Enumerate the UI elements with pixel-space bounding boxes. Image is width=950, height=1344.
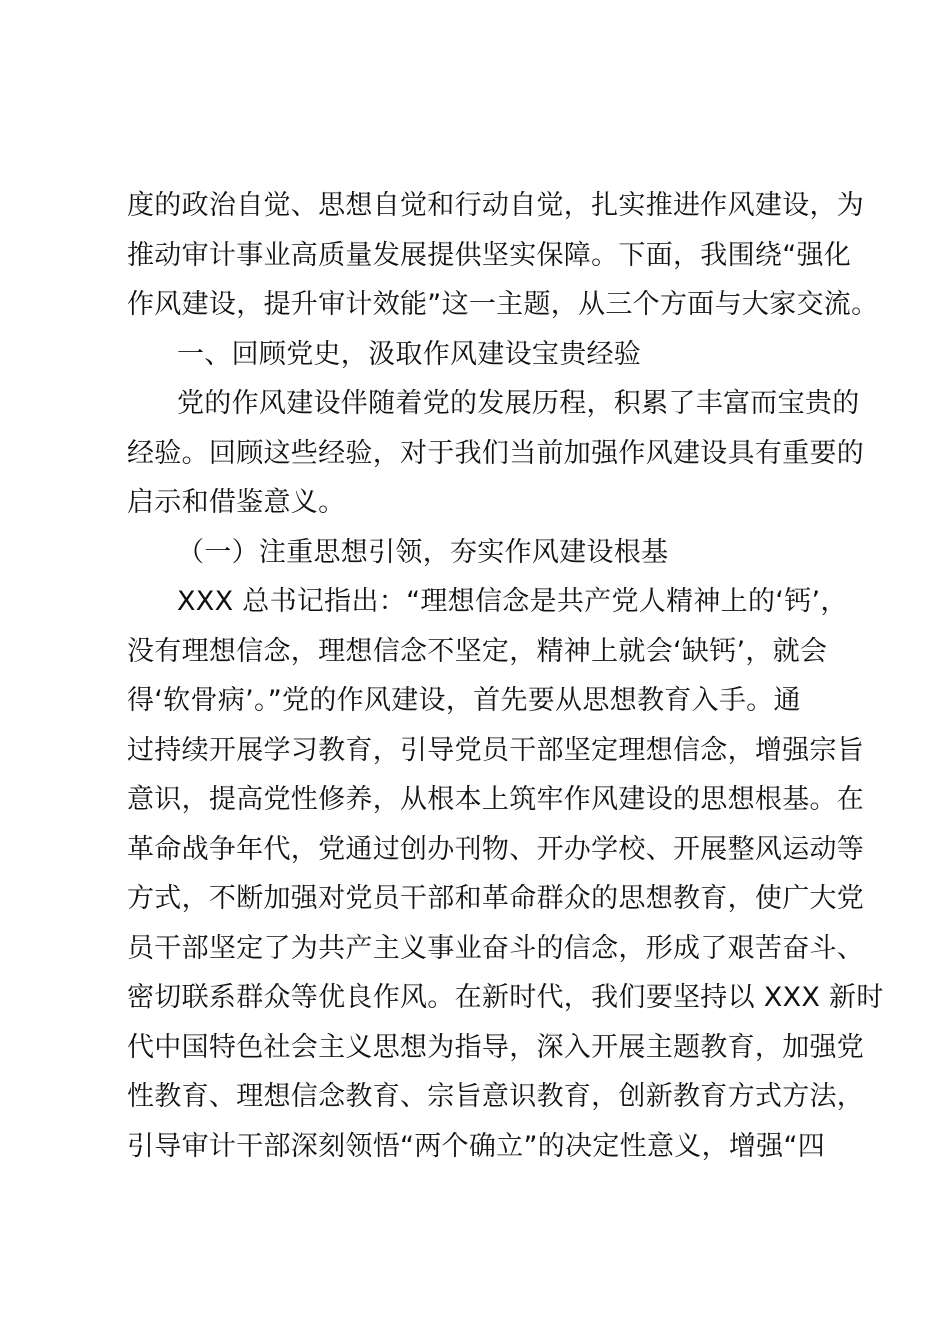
document-body	[127, 181, 884, 1171]
paragraph-continuation-line: 度的政治自觉、思想自觉和行动自觉，扎实推进作风建设，为	[127, 190, 865, 221]
paragraph-continuation-line: 过持续开展学习教育，引导党员干部坚定理想信念，增强宗旨	[127, 734, 865, 766]
paragraph-continuation-line: 没有理想信念，理想信念不坚定，精神上就会‘缺钙’，就会	[127, 635, 828, 667]
paragraph-continuation-line: 作风建设，提升审计效能”这一主题，从三个方面与大家交流。	[127, 289, 879, 320]
paragraph-continuation-line: 意识，提高党性修养，从根本上筑牢作风建设的思想根基。在	[127, 784, 865, 815]
paragraph-continuation-line: 密切联系群众等优良作风。在新时代，我们要坚持以 XXX 新时	[127, 982, 884, 1013]
paragraph-first-line: 党的作风建设伴随着党的发展历程，积累了丰富而宝贵的	[177, 388, 860, 419]
subsection-heading: （一）注重思想引领，夯实作风建设根基	[177, 536, 669, 568]
paragraph-continuation-line: 方式，不断加强对党员干部和革命群众的思想教育，使广大党	[127, 883, 865, 914]
paragraph-continuation-line: 启示和借鉴意义。	[127, 487, 346, 518]
paragraph-continuation-line: 推动审计事业高质量发展提供坚实保障。下面，我围绕“强化	[127, 239, 852, 271]
paragraph-continuation-line: 革命战争年代，党通过创办刊物、开办学校、开展整风运动等	[127, 833, 865, 865]
paragraph-continuation-line: 代中国特色社会主义思想为指导，深入开展主题教育，加强党	[127, 1031, 865, 1063]
paragraph-continuation-line: 得‘软骨病’。”党的作风建设，首先要从思想教育入手。通	[127, 685, 801, 716]
paragraph-continuation-line: 员干部坚定了为共产主义事业奋斗的信念，形成了艰苦奋斗、	[127, 932, 865, 964]
paragraph-first-line: XXX 总书记指出：“理想信念是共产党人精神上的‘钙’，	[177, 586, 848, 617]
section-heading: 一、回顾党史，汲取作风建设宝贵经验	[177, 338, 642, 370]
paragraph-continuation-line: 性教育、理想信念教育、宗旨意识教育，创新教育方式方法，	[127, 1081, 865, 1112]
paragraph-continuation-line: 经验。回顾这些经验，对于我们当前加强作风建设具有重要的	[127, 437, 865, 469]
paragraph-continuation-line: 引导审计干部深刻领悟“两个确立”的决定性意义，增强“四	[127, 1130, 826, 1162]
